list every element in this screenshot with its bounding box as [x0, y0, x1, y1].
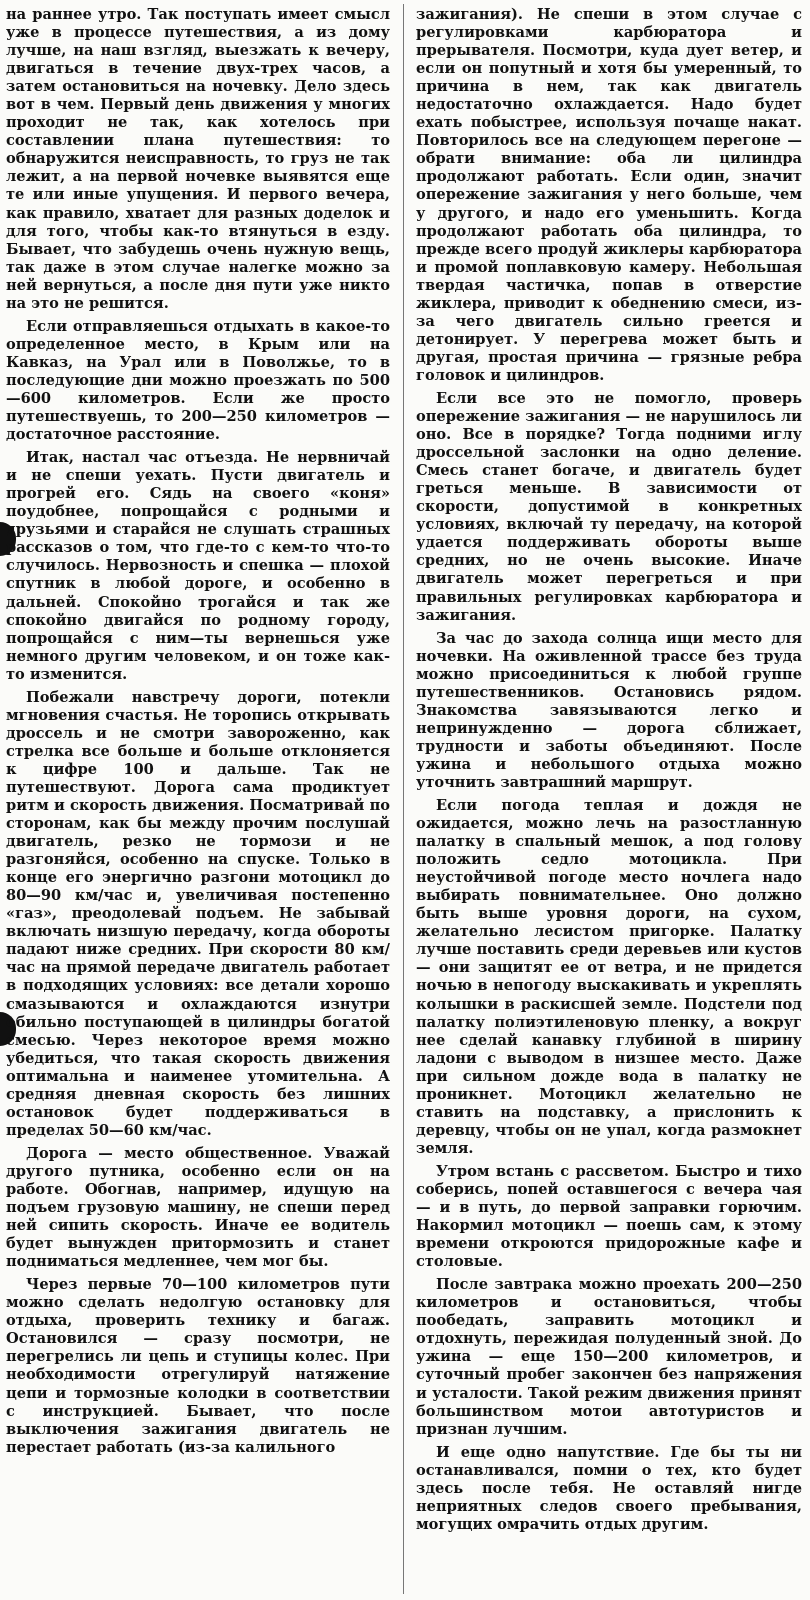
paragraph: Если все это не помогло, проверь опережение зажигания — не нарушилось ли оно. Все в порядке? Тогда подними иглу дроссельной заслонки на одно деление. Смесь станет богаче, и двигатель будет греться меньше. В зависимости от скорости, допустимой в конкретных условиях, включай ту передачу, на которой удается поддерживать обороты выше средних, но не очень высокие. Иначе двигатель может перегреться и при правильных регулировках карбюратора и зажигания. [416, 389, 802, 624]
left-column [6, 6, 390, 1462]
paragraph: За час до захода солнца ищи место для ночевки. На оживленной трассе без труда можно присоединиться к любой группе путешественников. Остановись рядом. Знакомства завязываются легко и непринужденно — дорога сближает, трудности и заботы объединяют. После ужина и небольшого отдыха можно уточнить завтрашний маршрут. [416, 629, 802, 791]
right-column [416, 6, 802, 1539]
paragraph: Дорога — место общественное. Уважай другого путника, особенно если он на работе. Обогнав, например, идущую на подъем грузовую машину, не спеши перед ней сипить скорость. Иначе ее водитель будет вынужден притормозить и станет подниматься медленнее, чем мог бы. [6, 1144, 390, 1271]
paragraph: Утром встань с рассветом. Быстро и тихо соберись, попей оставшегося с вечера чая — и в путь, до первой заправки горючим. Накормил мотоцикл — поешь сам, к этому времени откроются придорожные кафе и столовые. [416, 1162, 802, 1271]
paragraph: зажигания). Не спеши в этом случае с регулировками карбюратора и прерывателя. Посмотри, куда дует ветер, и если он попутный и хотя бы умеренный, то причина в нем, так как двигатель недостаточно охлаждается. Надо будет ехать побыстрее, используя почаще накат. Повторилось все на следующем перегоне — обрати внимание: оба ли цилиндра продолжают работать. Если один, значит опережение зажигания у него больше, чем у другого, и надо его уменьшить. Когда продолжают работать оба цилиндра, то прежде всего продуй жиклеры карбюратора и промой поплавковую камеру. Небольшая твердая частичка, попав в отверстие жиклера, приводит к обеднению смеси, из-за чего двигатель сильно греется и детонирует. У перегрева может быть и другая, простая причина — грязные ребра головок и цилиндров. [416, 6, 802, 384]
paragraph: И еще одно напутствие. Где бы ты ни останавливался, помни о тех, кто будет здесь после тебя. Не оставляй нигде неприятных следов своего пребывания, могущих омрачить отдых другим. [416, 1443, 802, 1533]
column-divider [403, 4, 404, 1594]
paragraph: Итак, настал час отъезда. Не нервничай и не спеши уехать. Пусти двигатель и прогрей его. Сядь на своего «коня» поудобнее, попрощайся с родными и друзьями и старайся не слушать страшных рассказов о том, что где-то с кем-то что-то случилось. Нервозность и спешка — плохой спутник в любой дороге, и особенно в дальней. Спокойно трогайся и так же спокойно двигайся по родному городу, попрощайся с ним—ты вернешься уже немного другим человеком, и он тоже как-то изменится. [6, 449, 390, 683]
paragraph: Побежали навстречу дороги, потекли мгновения счастья. Не торопись открывать дроссель и не смотри завороженно, как стрелка все больше и больше отклоняется к цифре 100 и дальше. Так не путешествуют. Дорога сама продиктует ритм и скорость движения. Посматривай по сторонам, как бы между прочим послушай двигатель, резко не тормози и не разгоняйся, особенно на спуске. Только в конце его энергично разгони мотоцикл до 80—90 км/час и, увеличивая постепенно «газ», преодолевай подъем. Не забывай включать низшую передачу, когда обороты падают ниже средних. При скорости 80 км/час на прямой передаче двигатель работает в подходящих условиях: все детали хорошо смазываются и охлаждаются изнутри обильно поступающей в цилиндры богатой смесью. Через некоторое время можно убедиться, что такая скорость движения оптимальна и наименее утомительна. А средняя дневная скорость без лишних остановок будет поддерживаться в пределах 50—60 км/час. [6, 688, 390, 1139]
paragraph: Через первые 70—100 километров пути можно сделать недолгую остановку для отдыха, проверить технику и багаж. Остановился — сразу посмотри, не перегрелись ли цепь и ступицы колес. При необходимости отрегулируй натяжение цепи и тормозные колодки в соответствии с инструкцией. Бывает, что после выключения зажигания двигатель не перестает работать (из-за калильного [6, 1276, 390, 1456]
paragraph: на раннее утро. Так поступать имеет смысл уже в процессе путешествия, а из дому лучше, на наш взгляд, выезжать к вечеру, двигаться в течение двух-трех часов, а затем остановиться на ночевку. Дело здесь вот в чем. Первый день движения у многих проходит не так, как хотелось при составлении плана путешествия: то обнаружится неисправность, то груз не так лежит, а на первой ночевке выявятся еще те или иные упущения. И первого вечера, как правило, хватает для разных доделок и для того, чтобы как-то втянуться в езду. Бывает, что забудешь очень нужную вещь, так даже в этом случае налегке можно за ней вернуться, а после дня пути уже никто на это не решится. [6, 6, 390, 312]
paragraph: Если погода теплая и дождя не ожидается, можно лечь на разостланную палатку в спальный мешок, а под голову положить седло мотоцикла. При неустойчивой погоде место ночлега надо выбирать повнимательнее. Оно должно быть выше уровня дороги, на сухом, желательно лесистом пригорке. Палатку лучше поставить среди деревьев или кустов — они защитят ее от ветра, и не придется ночью в непогоду выскакивать и укреплять колышки в раскисшей земле. Подстели под палатку полиэтиленовую пленку, а вокруг нее сделай канавку глубиной в ширину ладони с выводом в низшее место. Даже при сильном дожде вода в палатку не проникнет. Мотоцикл желательно не ставить на подставку, а прислонить к деревцу, чтобы он не упал, когда размокнет земля. [416, 797, 802, 1157]
paragraph: Если отправляешься отдыхать в какое-то определенное место, в Крым или на Кавказ, на Урал или в Поволжье, то в последующие дни можно проезжать по 500—600 километров. Если же просто путешествуешь, то 200—250 километров — достаточное расстояние. [6, 317, 390, 444]
paragraph: После завтрака можно проехать 200—250 километров и остановиться, чтобы пообедать, заправить мотоцикл и отдохнуть, пережидая полуденный зной. До ужина — еще 150—200 километров, и суточный пробег закончен без напряжения и усталости. Такой режим движения принят большинством мотои автотуристов и признан лучшим. [416, 1276, 802, 1438]
